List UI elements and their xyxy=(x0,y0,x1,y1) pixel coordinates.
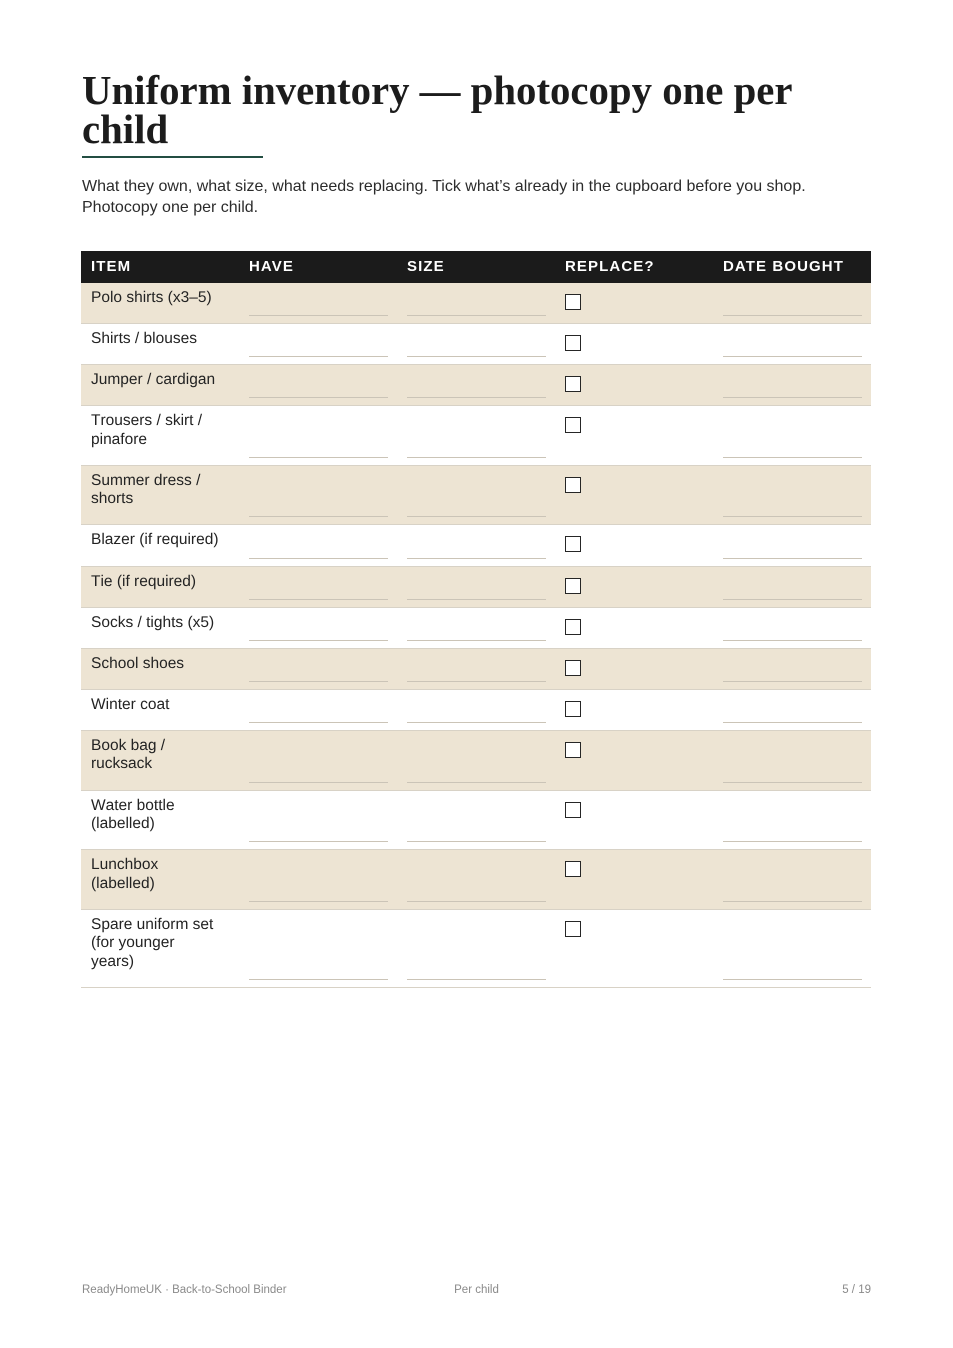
item-cell xyxy=(81,365,239,405)
have-write-line xyxy=(249,640,388,641)
date-bought-field[interactable] xyxy=(713,910,871,987)
intro-text: What they own, what size, what needs replacing. Tick what’s already in the cupboard before you shop. Photocopy one per child. xyxy=(82,178,806,216)
size-field[interactable] xyxy=(397,731,555,790)
size-write-line xyxy=(407,356,546,357)
size-field[interactable] xyxy=(397,690,555,730)
date-bought-write-line xyxy=(723,315,862,316)
replace-checkbox[interactable] xyxy=(565,376,581,392)
size-field[interactable] xyxy=(397,466,555,525)
replace-cell xyxy=(555,690,713,730)
table-row xyxy=(81,406,871,466)
have-field[interactable] xyxy=(239,649,397,689)
replace-cell xyxy=(555,731,713,790)
item-name: Summer dress / shorts xyxy=(91,471,201,508)
have-write-line xyxy=(249,356,388,357)
date-bought-field[interactable] xyxy=(713,791,871,850)
have-write-line xyxy=(249,457,388,458)
date-bought-write-line xyxy=(723,979,862,980)
have-write-line xyxy=(249,397,388,398)
item-name: Socks / tights (x5) xyxy=(91,613,215,631)
table-row xyxy=(81,850,871,910)
have-field[interactable] xyxy=(239,690,397,730)
item-cell xyxy=(81,690,239,730)
page-number: 5 / 19 xyxy=(842,1284,871,1296)
item-cell xyxy=(81,406,239,465)
replace-checkbox[interactable] xyxy=(565,335,581,351)
replace-checkbox[interactable] xyxy=(565,660,581,676)
size-field[interactable] xyxy=(397,910,555,987)
size-field[interactable] xyxy=(397,283,555,323)
have-field[interactable] xyxy=(239,525,397,565)
table-row xyxy=(81,731,871,791)
column-header-replace: REPLACE? xyxy=(565,258,655,275)
have-field[interactable] xyxy=(239,283,397,323)
item-cell xyxy=(81,791,239,850)
replace-cell xyxy=(555,791,713,850)
table-body xyxy=(81,283,871,988)
date-bought-write-line xyxy=(723,397,862,398)
date-bought-field[interactable] xyxy=(713,525,871,565)
item-name: Polo shirts (x3–5) xyxy=(91,289,212,306)
size-field[interactable] xyxy=(397,567,555,607)
date-bought-field[interactable] xyxy=(713,608,871,648)
date-bought-field[interactable] xyxy=(713,365,871,405)
size-write-line xyxy=(407,599,546,600)
table-row xyxy=(81,466,871,526)
have-field[interactable] xyxy=(239,608,397,648)
table-header xyxy=(81,251,871,283)
replace-cell xyxy=(555,850,713,909)
table-row xyxy=(81,283,871,324)
replace-checkbox[interactable] xyxy=(565,578,581,594)
replace-checkbox[interactable] xyxy=(565,536,581,552)
have-field[interactable] xyxy=(239,406,397,465)
replace-cell xyxy=(555,525,713,565)
date-bought-write-line xyxy=(723,782,862,783)
footer-brand: ReadyHomeUK · Back-to-School Binder xyxy=(82,1284,287,1296)
date-bought-write-line xyxy=(723,681,862,682)
size-write-line xyxy=(407,841,546,842)
have-write-line xyxy=(249,979,388,980)
item-cell xyxy=(81,731,239,790)
have-field[interactable] xyxy=(239,365,397,405)
date-bought-write-line xyxy=(723,901,862,902)
size-write-line xyxy=(407,979,546,980)
replace-cell xyxy=(555,649,713,689)
have-write-line xyxy=(249,841,388,842)
item-cell xyxy=(81,567,239,607)
item-name: Winter coat xyxy=(91,695,170,713)
have-field[interactable] xyxy=(239,731,397,790)
item-name: Blazer (if required) xyxy=(91,531,219,549)
date-bought-field[interactable] xyxy=(713,406,871,465)
item-name: Water bottle (labelled) xyxy=(91,796,175,833)
item-name: Trousers / skirt / pinafore xyxy=(91,412,203,448)
replace-checkbox[interactable] xyxy=(565,477,581,493)
have-write-line xyxy=(249,315,388,316)
date-bought-field[interactable] xyxy=(713,850,871,909)
table-row xyxy=(81,791,871,851)
have-field[interactable] xyxy=(239,850,397,909)
size-write-line xyxy=(407,722,546,723)
date-bought-field[interactable] xyxy=(713,324,871,364)
item-name: Book bag / rucksack xyxy=(91,736,166,773)
item-name: Shirts / blouses xyxy=(91,330,197,348)
size-write-line xyxy=(407,558,546,559)
column-header-date-bought: DATE BOUGHT xyxy=(723,258,844,275)
item-name: Tie (if required) xyxy=(91,572,197,590)
table-row xyxy=(81,365,871,406)
date-bought-write-line xyxy=(723,640,862,641)
replace-checkbox[interactable] xyxy=(565,701,581,717)
date-bought-field[interactable] xyxy=(713,466,871,525)
item-name: Spare uniform set (for younger years) xyxy=(91,915,214,970)
replace-checkbox[interactable] xyxy=(565,294,581,310)
replace-cell xyxy=(555,466,713,525)
size-write-line xyxy=(407,681,546,682)
table-row xyxy=(81,608,871,649)
have-field[interactable] xyxy=(239,910,397,987)
size-field[interactable] xyxy=(397,406,555,465)
size-field[interactable] xyxy=(397,525,555,565)
item-cell xyxy=(81,466,239,525)
date-bought-field[interactable] xyxy=(713,731,871,790)
size-field[interactable] xyxy=(397,608,555,648)
table-row xyxy=(81,649,871,690)
date-bought-write-line xyxy=(723,558,862,559)
have-write-line xyxy=(249,599,388,600)
date-bought-write-line xyxy=(723,516,862,517)
item-cell xyxy=(81,850,239,909)
item-name: School shoes xyxy=(91,654,185,672)
date-bought-write-line xyxy=(723,599,862,600)
size-write-line xyxy=(407,782,546,783)
size-write-line xyxy=(407,901,546,902)
item-name: Jumper / cardigan xyxy=(91,371,216,389)
date-bought-write-line xyxy=(723,722,862,723)
have-write-line xyxy=(249,681,388,682)
date-bought-field[interactable] xyxy=(713,649,871,689)
footer-section: Per child xyxy=(454,1284,499,1296)
replace-cell xyxy=(555,365,713,405)
table-row xyxy=(81,690,871,731)
replace-cell xyxy=(555,608,713,648)
size-write-line xyxy=(407,640,546,641)
item-cell xyxy=(81,525,239,565)
item-cell xyxy=(81,608,239,648)
have-field[interactable] xyxy=(239,791,397,850)
item-cell xyxy=(81,283,239,323)
size-field[interactable] xyxy=(397,649,555,689)
replace-checkbox[interactable] xyxy=(565,802,581,818)
table-row xyxy=(81,324,871,365)
replace-cell xyxy=(555,406,713,465)
replace-cell xyxy=(555,567,713,607)
have-write-line xyxy=(249,558,388,559)
have-write-line xyxy=(249,516,388,517)
replace-checkbox[interactable] xyxy=(565,742,581,758)
size-field[interactable] xyxy=(397,791,555,850)
uniform-inventory-table xyxy=(81,251,871,988)
item-name: Lunchbox (labelled) xyxy=(91,856,159,892)
date-bought-field[interactable] xyxy=(713,283,871,323)
replace-cell xyxy=(555,324,713,364)
have-write-line xyxy=(249,901,388,902)
size-field[interactable] xyxy=(397,324,555,364)
table-row xyxy=(81,525,871,566)
have-field[interactable] xyxy=(239,567,397,607)
replace-cell xyxy=(555,283,713,323)
item-cell xyxy=(81,910,239,987)
size-field[interactable] xyxy=(397,365,555,405)
title-accent-rule xyxy=(82,156,263,158)
replace-checkbox[interactable] xyxy=(565,619,581,635)
have-field[interactable] xyxy=(239,324,397,364)
column-header-have: HAVE xyxy=(249,258,294,275)
item-cell xyxy=(81,324,239,364)
size-write-line xyxy=(407,315,546,316)
date-bought-field[interactable] xyxy=(713,690,871,730)
replace-checkbox[interactable] xyxy=(565,921,581,937)
have-field[interactable] xyxy=(239,466,397,525)
page-footer xyxy=(82,1283,871,1297)
table-row xyxy=(81,567,871,608)
have-write-line xyxy=(249,722,388,723)
replace-checkbox[interactable] xyxy=(565,861,581,877)
table-row xyxy=(81,910,871,988)
replace-checkbox[interactable] xyxy=(565,417,581,433)
column-header-size: SIZE xyxy=(407,258,445,275)
date-bought-field[interactable] xyxy=(713,567,871,607)
date-bought-write-line xyxy=(723,841,862,842)
column-header-item: ITEM xyxy=(91,258,132,275)
date-bought-write-line xyxy=(723,356,862,357)
date-bought-write-line xyxy=(723,457,862,458)
have-write-line xyxy=(249,782,388,783)
replace-cell xyxy=(555,910,713,987)
size-field[interactable] xyxy=(397,850,555,909)
item-cell xyxy=(81,649,239,689)
size-write-line xyxy=(407,397,546,398)
size-write-line xyxy=(407,516,546,517)
size-write-line xyxy=(407,457,546,458)
page-title: Uniform inventory — photocopy one per child xyxy=(82,68,792,152)
